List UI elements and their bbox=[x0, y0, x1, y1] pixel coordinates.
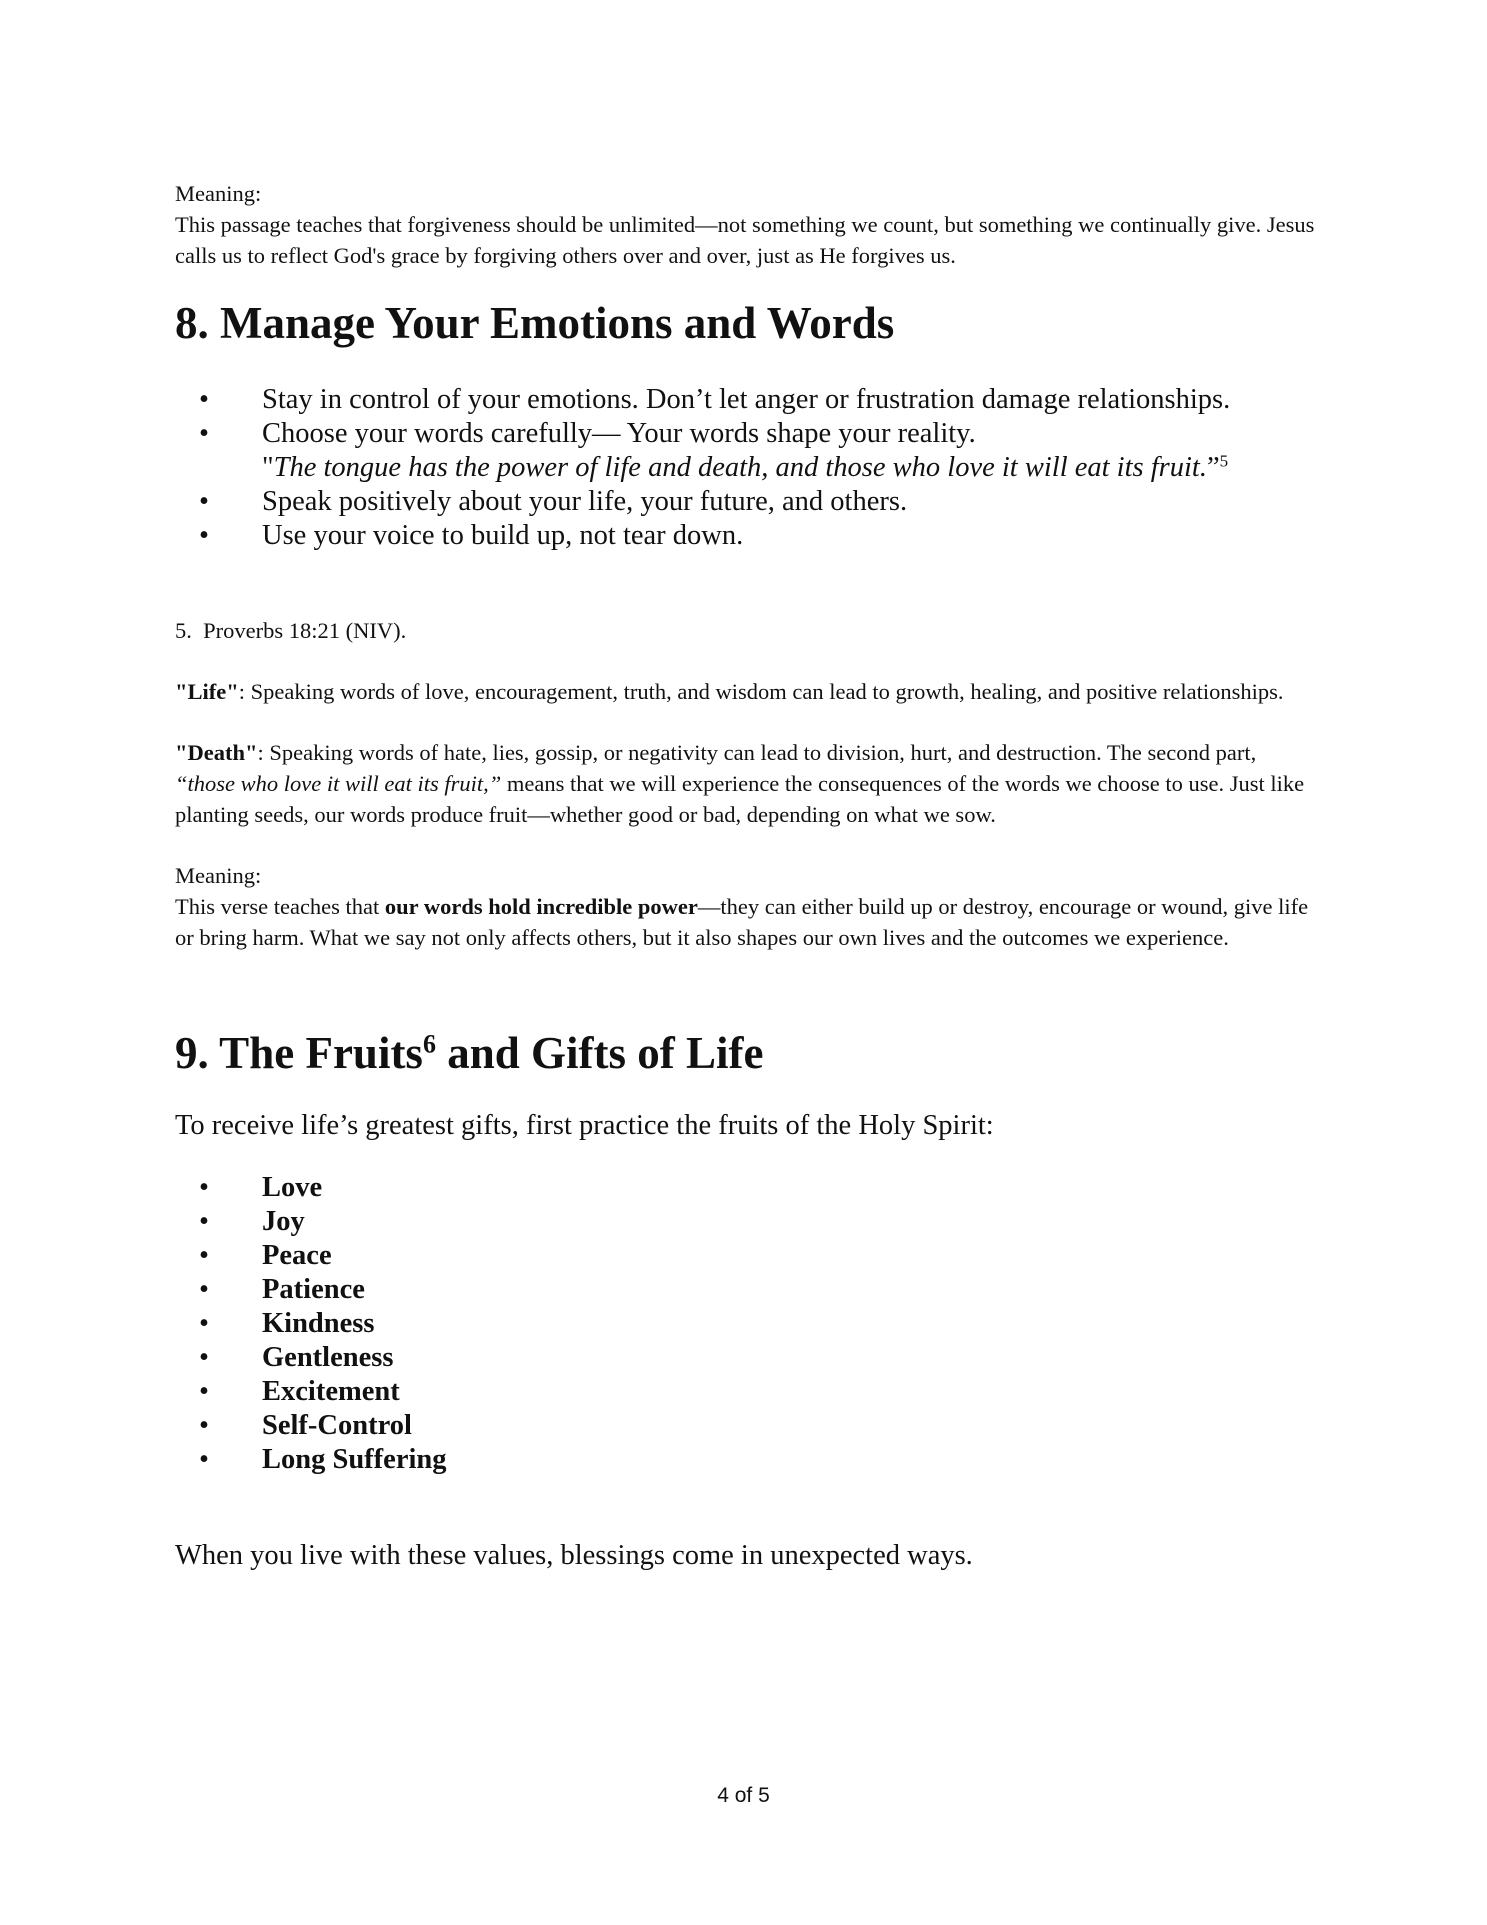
section-9-heading-part1: 9. The Fruits bbox=[175, 1028, 423, 1078]
death-paragraph bbox=[175, 737, 1315, 830]
bullet-icon: • bbox=[199, 1308, 209, 1339]
footnote-number: 5. bbox=[175, 618, 192, 643]
footnote-text: Proverbs 18:21 (NIV). bbox=[203, 618, 407, 643]
meaning-text bbox=[175, 891, 1315, 953]
fruit-label: Kindness bbox=[262, 1308, 375, 1339]
section-9-heading bbox=[175, 1025, 1315, 1081]
fruits-list bbox=[175, 1171, 1315, 1477]
death-text-2: means that we will experience the consequences of the words we choose to use. Just like planting seeds, our words produce fruit—whether good or bad, depending on what we sow. bbox=[175, 771, 1305, 827]
list-item bbox=[175, 1443, 1315, 1477]
fruit-label: Self-Control bbox=[262, 1410, 412, 1441]
list-item-text: Speak positively about your life, your future, and others. bbox=[262, 486, 908, 517]
section-8-bullet-list bbox=[175, 383, 1315, 553]
list-item bbox=[175, 485, 1315, 519]
footnote-ref-5: 5 bbox=[1219, 451, 1229, 471]
death-term: "Death" bbox=[175, 740, 258, 765]
meaning-text: This passage teaches that forgiveness should be unlimited—not something we count, but something we continually give. Jesus calls us to reflect God's grace by forgiving others over and over, just as He forgives us. bbox=[175, 212, 1315, 268]
list-item bbox=[175, 417, 1315, 485]
fruits-intro: To receive life’s greatest gifts, first practice the fruits of the Holy Spirit: bbox=[175, 1110, 994, 1141]
list-item bbox=[175, 1409, 1315, 1443]
fruit-label: Joy bbox=[262, 1206, 305, 1237]
list-item bbox=[175, 1341, 1315, 1375]
list-item bbox=[175, 1205, 1315, 1239]
bullet-icon: • bbox=[199, 418, 209, 449]
bullet-icon: • bbox=[199, 1172, 209, 1203]
section-9-heading-part2: and Gifts of Life bbox=[435, 1028, 764, 1078]
proverb-quote: The tongue has the power of life and death, and those who love it will eat its fruit. bbox=[273, 452, 1207, 483]
life-paragraph bbox=[175, 676, 1315, 707]
bullet-icon: • bbox=[199, 1206, 209, 1237]
list-item bbox=[175, 1375, 1315, 1409]
fruit-label: Peace bbox=[262, 1240, 332, 1271]
section-8-heading: 8. Manage Your Emotions and Words bbox=[175, 298, 895, 348]
list-item bbox=[175, 519, 1315, 553]
fruit-label: Excitement bbox=[262, 1376, 400, 1407]
list-item bbox=[175, 1307, 1315, 1341]
footnote-5 bbox=[175, 615, 1315, 646]
quote-open: " bbox=[262, 452, 274, 483]
life-text: : Speaking words of love, encouragement, truth, and wisdom can lead to growth, healing, and positive relationships. bbox=[238, 679, 1284, 704]
list-item bbox=[175, 1171, 1315, 1205]
closing-sentence: When you live with these values, blessings come in unexpected ways. bbox=[175, 1540, 973, 1571]
life-term: "Life" bbox=[175, 679, 239, 704]
bullet-icon: • bbox=[199, 486, 209, 517]
top-meaning-block bbox=[175, 178, 1315, 271]
list-item-text: Use your voice to build up, not tear down. bbox=[262, 520, 744, 551]
second-meaning-block bbox=[175, 860, 1315, 953]
meaning-text-1: This verse teaches that bbox=[175, 894, 385, 919]
death-italic-quote: “those who love it will eat its fruit,” bbox=[175, 771, 502, 796]
page-number: 4 of 5 bbox=[717, 1784, 770, 1807]
meaning-label: Meaning: bbox=[175, 181, 262, 206]
list-item bbox=[175, 383, 1315, 417]
meaning-text-2: —they can either build up or destroy, encourage or wound, give life or bring harm. What we say not only affects others, but it also shapes our own lives and the outcomes we experience. bbox=[175, 894, 1309, 950]
bullet-icon: • bbox=[199, 1240, 209, 1271]
bullet-icon: • bbox=[199, 1274, 209, 1305]
bullet-icon: • bbox=[199, 1410, 209, 1441]
bullet-icon: • bbox=[199, 1342, 209, 1373]
page-content bbox=[175, 178, 1315, 1573]
bullet-icon: • bbox=[199, 520, 209, 551]
bullet-icon: • bbox=[199, 1444, 209, 1475]
meaning-bold: our words hold incredible power bbox=[384, 894, 698, 919]
bullet-icon: • bbox=[199, 384, 209, 415]
death-text-1: : Speaking words of hate, lies, gossip, or negativity can lead to division, hurt, and destruction. The second part, bbox=[257, 740, 1257, 765]
list-item bbox=[175, 1273, 1315, 1307]
fruit-label: Patience bbox=[262, 1274, 365, 1305]
list-item bbox=[175, 1239, 1315, 1273]
bullet-icon: • bbox=[199, 1376, 209, 1407]
fruit-label: Gentleness bbox=[262, 1342, 394, 1373]
quote-close: ” bbox=[1206, 452, 1220, 483]
meaning-label: Meaning: bbox=[175, 863, 262, 888]
list-item-text: Choose your words carefully— Your words shape your reality. bbox=[262, 418, 976, 449]
list-item-text: Stay in control of your emotions. Don’t let anger or frustration damage relationships. bbox=[262, 384, 1231, 415]
fruit-label: Long Suffering bbox=[262, 1444, 447, 1475]
fruit-label: Love bbox=[262, 1172, 323, 1203]
footnote-ref-6: 6 bbox=[422, 1029, 436, 1059]
